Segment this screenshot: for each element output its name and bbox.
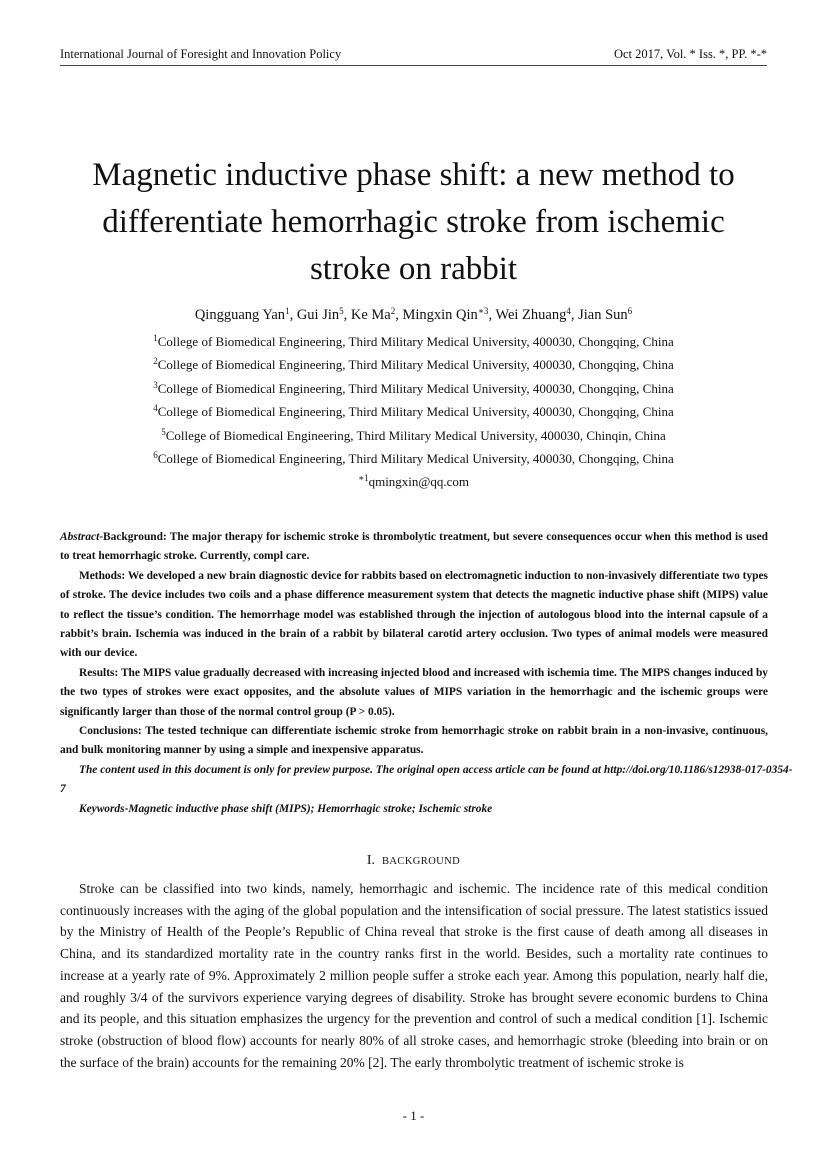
abstract-background: Abstract-Background: The major therapy for ischemic stroke is thrombolytic treatment, but severe consequences occur when this method is used to treat hemorrhagic stroke. Currently, compl care.	[60, 531, 768, 563]
author: Jian Sun$^6$	[578, 306, 633, 323]
affiliation: $^3$College of Biomedical Engineering, Third Military Medical University, 400030, Chongqing, China	[153, 379, 674, 396]
author-list	[60, 307, 767, 324]
corresponding-email: $^{∗1}$qmingxin@qq.com	[357, 473, 470, 490]
keywords: Keywords-Magnetic inductive phase shift (MIPS); Hemorrhagic stroke; Ischemic stroke	[79, 802, 493, 815]
body-paragraph: Stroke can be classified into two kinds, namely, hemorrhagic and ischemic. The incidence rate of this medical condition continuously increases with the aging of the global population and the intensification of social pressure. The latest statistics issued by the Ministry of Health of the People’s Republic of China reveal that stroke is the first cause of death among all diseases in China, and its standardized mortality rate in the country ranks first in the world. Besides, such a mortality rate continues to increase at a yearly rate of 9%. Approximately 2 million people suffer a stroke each year. Among this population, nearly half die, and roughly 3/4 of the survivors experience varying degrees of disability. Stroke has brought severe economic burdens to China and its people, and this situation emphasizes the urgency for the prevention and control of such a medical condition [1]. Ischemic stroke (obstruction of blood flow) accounts for nearly 80% of all stroke cases, and hemorrhagic stroke (bleeding into brain or on the surface of the brain) accounts for the remaining 20% [2]. The early thrombolytic treatment of ischemic stroke is	[60, 881, 768, 1070]
affiliation: $^5$College of Biomedical Engineering, Third Military Medical University, 400030, Chinqin, China	[161, 426, 666, 443]
preview-note: The content used in this document is only for preview purpose. The original open access article can be found at http://doi.org/10.1186/s12938-017-0354-7	[60, 763, 793, 796]
abstract-results: Results: The MIPS value gradually decreased with increasing injected blood and increased with ischemia time. The MIPS changes induced by the two types of strokes were exact opposites, and the absolute values of MIPS variation in the hemorrhagic and the ischemic groups were significantly larger than those of the normal control group (P > 0.05).	[60, 666, 768, 718]
running-header	[60, 47, 767, 66]
journal-name: International Journal of Foresight and Innovation Policy	[60, 47, 342, 61]
author: Ke Ma$^2$,	[350, 306, 403, 323]
section-number: I.	[366, 853, 376, 868]
page-number: - 1 -	[402, 1108, 425, 1123]
section-title: BACKGROUND	[382, 856, 461, 867]
affiliation: $^6$College of Biomedical Engineering, Third Military Medical University, 400030, Chongqing, China	[153, 450, 674, 467]
section-heading	[60, 853, 767, 869]
affiliation-list	[60, 330, 767, 494]
author: Gui Jin$^5$,	[296, 306, 351, 323]
paper-title: Magnetic inductive phase shift: a new method to differentiate hemorrhagic stroke from ischemic stroke on rabbit	[92, 157, 735, 287]
abstract-conclusions: Conclusions: The tested technique can differentiate ischemic stroke from hemorrhagic stroke on rabbit brain in a non-invasive, continuous, and bulk monitoring manner by using a simple and inexpensive apparatus.	[60, 725, 768, 757]
affiliation: $^1$College of Biomedical Engineering, Third Military Medical University, 400030, Chongqing, China	[153, 333, 674, 349]
author: Qingguang Yan$^1$,	[194, 306, 297, 323]
abstract-methods: Methods: We developed a new brain diagnostic device for rabbits based on electromagnetic induction to non-invasively differentiate two types of stroke. The device includes two coils and a phase difference measurement system that detects the magnetic inductive phase shift (MIPS) value to reflect the tissue’s condition. The hemorrhage model was established through the injection of autologous blood into the internal capsule of a rabbit’s brain. Ischemia was induced in the brain of a rabbit by bilateral carotid artery occlusion. Two types of animal models were measured with our device.	[60, 569, 768, 660]
author: Mingxin Qin$^{∗3}$,	[402, 306, 496, 323]
issue-info: Oct 2017, Vol. * Iss. *, PP. *-*	[613, 47, 767, 61]
affiliation: $^4$College of Biomedical Engineering, Third Military Medical University, 400030, Chongqing, China	[153, 403, 674, 420]
abstract-label: Abstract	[60, 531, 100, 543]
author: Wei Zhuang$^4$,	[495, 306, 579, 323]
abstract	[60, 528, 793, 819]
affiliation: $^2$College of Biomedical Engineering, Third Military Medical University, 400030, Chongqing, China	[153, 356, 674, 373]
